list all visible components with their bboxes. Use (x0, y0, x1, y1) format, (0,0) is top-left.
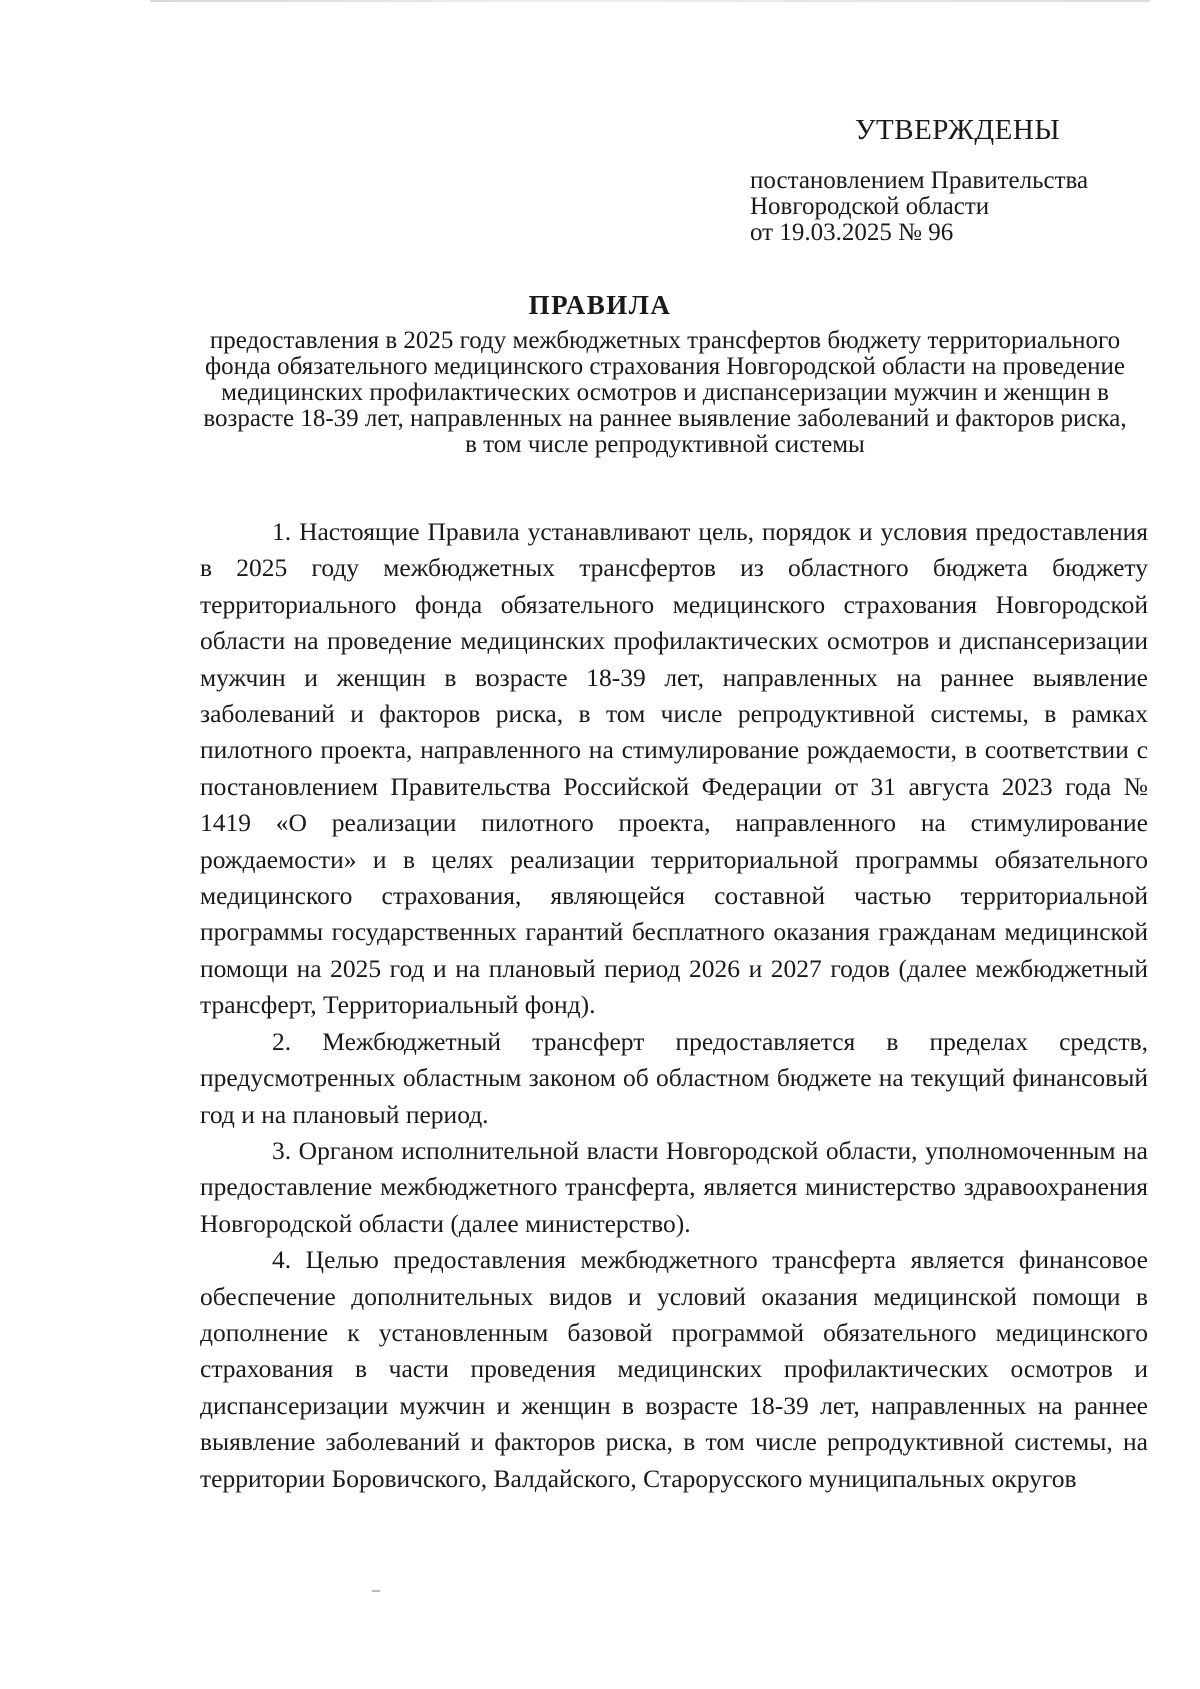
approval-lines (750, 168, 1170, 246)
paragraph-4: 4. Целью предоставления межбюджетного трансферта является финансовое обеспечение дополнительных видов и условий оказания медицинской помощи в дополнение к установленным базовой программой обязательного медицинского страхования в части проведения медицинских профилактических осмотров и диспансеризации мужчин и женщин в возрасте 18-39 лет, направленных на раннее выявление заболеваний и факторов риска, в том числе репродуктивной системы, на территории Боровичского, Валдайского, Старорусского муниципальных округов (200, 1245, 1148, 1493)
document-body (200, 514, 1148, 1497)
approval-line-date-number: от 19.03.2025 № 96 (750, 219, 954, 246)
paragraph-3: 3. Органом исполнительной власти Новгородской области, уполномоченным на предоставление межбюджетного трансферта, является министерство здравоохранения Новгородской области (далее министерство). (200, 1135, 1148, 1238)
approval-stamp-block (750, 112, 1170, 246)
document-subtitle: предоставления в 2025 году межбюджетных трансфертов бюджету территориального фонда обязательного медицинского страхования Новгородской области на проведение медицинских профилактических осмотров и диспансеризации мужчин и женщин в возрасте 18-39 лет, направленных на раннее выявление заболеваний и факторов риска, в том числе репродуктивной системы (203, 327, 1127, 458)
paragraph-2: 2. Межбюджетный трансферт предоставляется в пределах средств, предусмотренных областным законом об областном бюджете на текущий финансовый год и на плановый период. (200, 1026, 1148, 1129)
paragraph-1: 1. Настоящие Правила устанавливают цель, порядок и условия предоставления в 2025 году межбюджетных трансфертов из областного бюджета бюджету территориального фонда обязательного медицинского страхования Новгородской области на проведение медицинских профилактических осмотров и диспансеризации мужчин и женщин в возрасте 18-39 лет, направленных на раннее выявление заболеваний и факторов риска, в том числе репродуктивной системы, в рамках пилотного проекта, направленного на стимулирование рождаемости, в соответствии с постановлением Правительства Российской Федерации от 31 августа 2023 года № 1419 «О реализации пилотного проекта, направленного на стимулирование рождаемости» и в целях реализации территориальной программы обязательного медицинского страхования, являющейся составной частью территориальной программы государственных гарантий бесплатного оказания гражданам медицинской помощи на 2025 год и на плановый период 2026 и 2027 годов (далее межбюджетный трансферт, Территориальный фонд). (200, 517, 1148, 1020)
scan-artifact-mark (372, 1590, 380, 1592)
approval-line-region: Новгородской области (750, 193, 990, 220)
scan-top-edge (150, 0, 1150, 2)
document-title: ПРАВИЛА (528, 290, 672, 320)
approval-title: УТВЕРЖДЕНЫ (855, 114, 1061, 146)
approval-line-authority: постановлением Правительства (750, 167, 1089, 194)
